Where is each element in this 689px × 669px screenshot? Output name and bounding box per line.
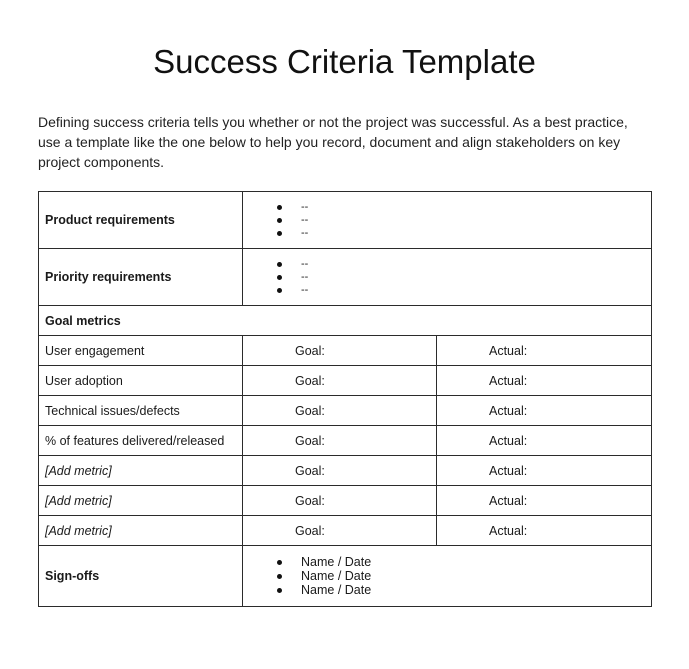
product-requirements-row — [39, 192, 652, 249]
sign-offs-cell[interactable] — [243, 546, 652, 607]
list-item: -- — [277, 227, 645, 240]
list-item: -- — [277, 284, 645, 297]
priority-requirements-label: Priority requirements — [39, 249, 243, 306]
priority-requirements-list — [249, 258, 645, 297]
list-item: -- — [277, 258, 645, 271]
metric-goal-cell[interactable]: Goal: — [243, 456, 437, 486]
goal-metrics-heading: Goal metrics — [39, 306, 652, 336]
sign-offs-list — [249, 555, 645, 597]
list-item: -- — [277, 214, 645, 227]
metric-actual-cell[interactable]: Actual: — [437, 396, 652, 426]
metric-actual-cell[interactable]: Actual: — [437, 516, 652, 546]
metric-actual-cell[interactable]: Actual: — [437, 336, 652, 366]
metric-goal-cell[interactable]: Goal: — [243, 516, 437, 546]
intro-paragraph: Defining success criteria tells you whether or not the project was successful. As a best practice, use a template like the one below to help you record, document and align stakeholders on key project components. — [38, 114, 628, 170]
metric-name: [Add metric] — [39, 456, 243, 486]
metric-actual-cell[interactable]: Actual: — [437, 426, 652, 456]
list-item: -- — [277, 271, 645, 284]
product-requirements-cell[interactable] — [243, 192, 652, 249]
product-requirements-list — [249, 201, 645, 240]
priority-requirements-cell[interactable] — [243, 249, 652, 306]
list-item: Name / Date — [277, 569, 645, 583]
goal-metrics-heading-row — [39, 306, 652, 336]
success-criteria-table — [38, 191, 652, 607]
metric-name: User engagement — [39, 336, 243, 366]
document-title: Success Criteria Template — [153, 43, 536, 80]
table-row — [39, 426, 652, 456]
product-requirements-label: Product requirements — [39, 192, 243, 249]
table-row — [39, 516, 652, 546]
sign-offs-row — [39, 546, 652, 607]
metric-name: [Add metric] — [39, 516, 243, 546]
table-row — [39, 396, 652, 426]
metric-actual-cell[interactable]: Actual: — [437, 456, 652, 486]
metric-actual-cell[interactable]: Actual: — [437, 486, 652, 516]
metric-name: [Add metric] — [39, 486, 243, 516]
metric-goal-cell[interactable]: Goal: — [243, 486, 437, 516]
metric-goal-cell[interactable]: Goal: — [243, 396, 437, 426]
table-row — [39, 486, 652, 516]
priority-requirements-row — [39, 249, 652, 306]
metric-name: User adoption — [39, 366, 243, 396]
table-row — [39, 366, 652, 396]
metric-goal-cell[interactable]: Goal: — [243, 426, 437, 456]
metric-name: Technical issues/defects — [39, 396, 243, 426]
metric-name: % of features delivered/released — [39, 426, 243, 456]
table-row — [39, 336, 652, 366]
metric-goal-cell[interactable]: Goal: — [243, 336, 437, 366]
list-item: Name / Date — [277, 555, 645, 569]
metric-actual-cell[interactable]: Actual: — [437, 366, 652, 396]
table-row — [39, 456, 652, 486]
metric-goal-cell[interactable]: Goal: — [243, 366, 437, 396]
list-item: Name / Date — [277, 583, 645, 597]
sign-offs-label: Sign-offs — [39, 546, 243, 607]
list-item: -- — [277, 201, 645, 214]
